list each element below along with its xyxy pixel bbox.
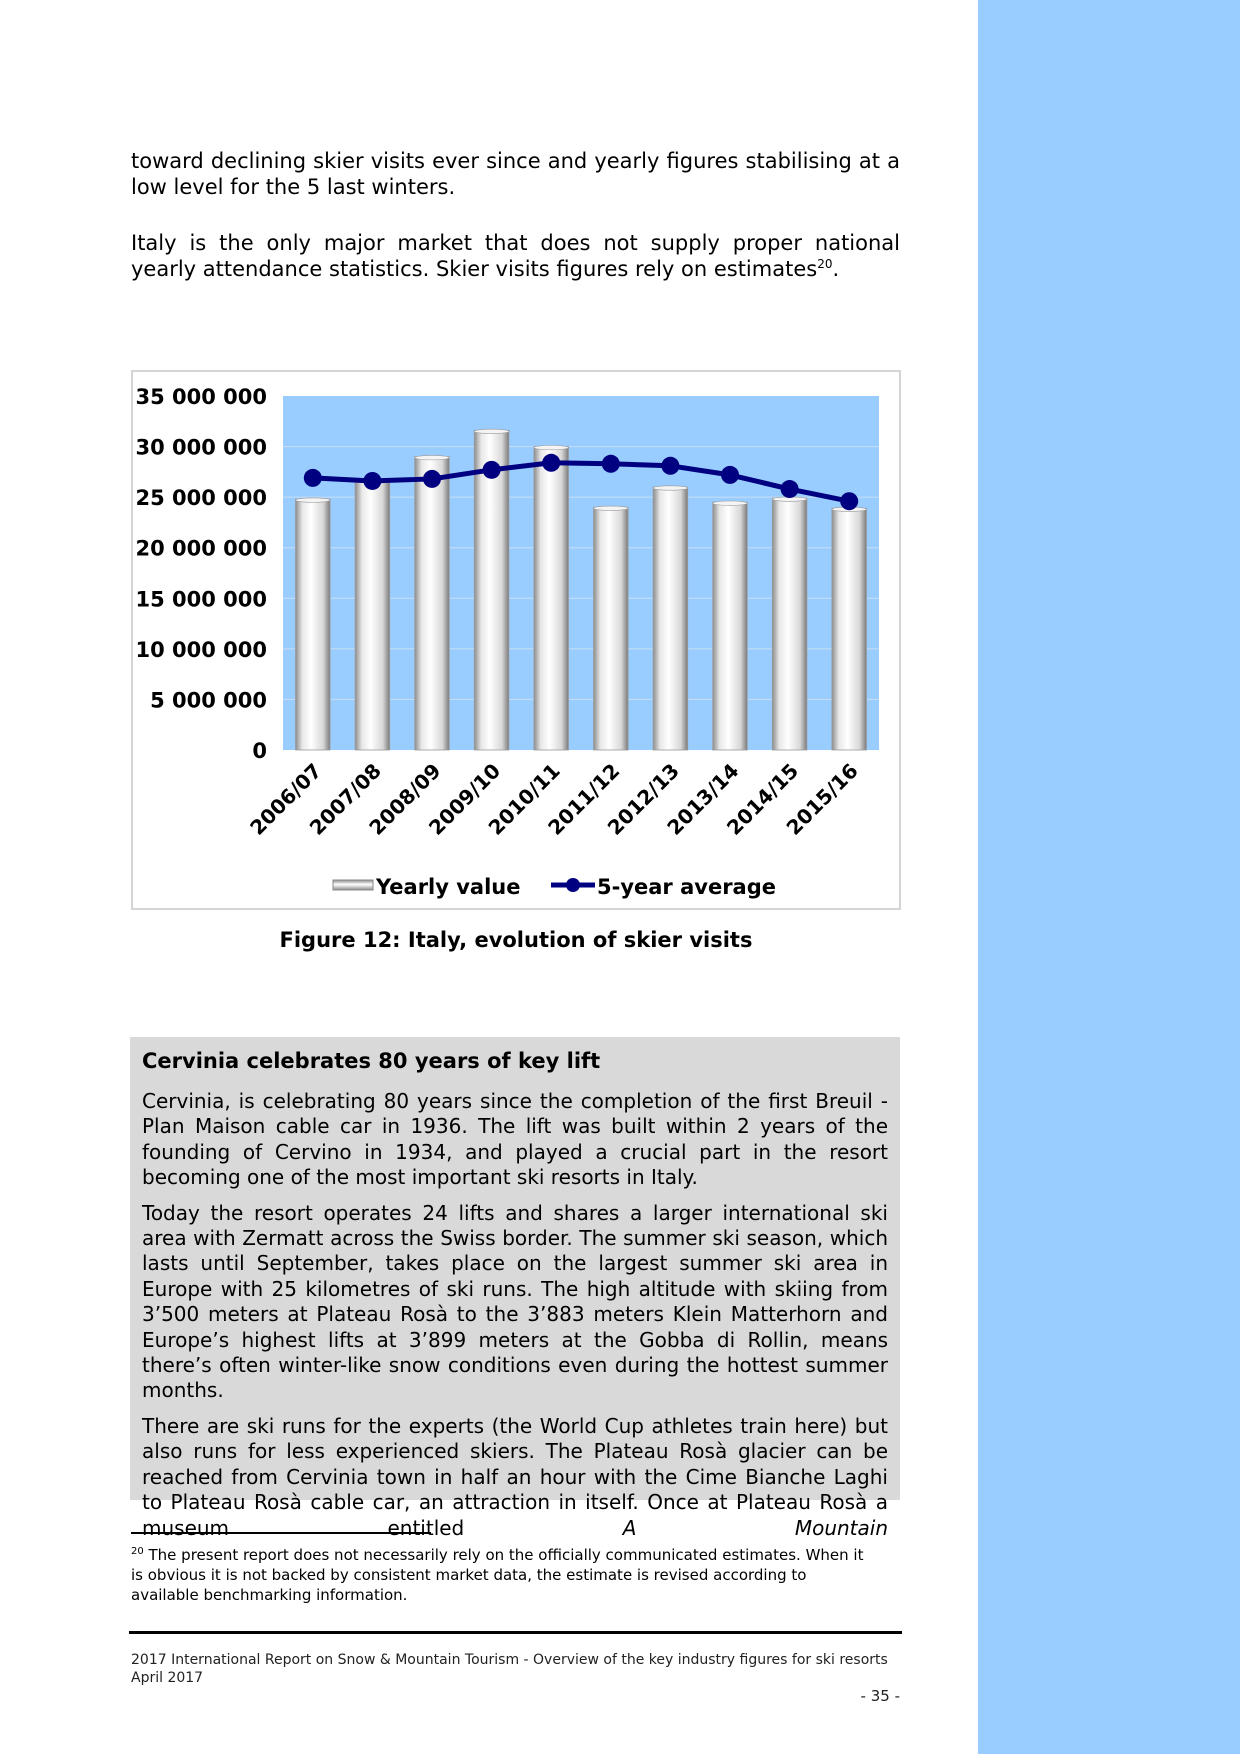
x-tick-label: 2013/14 (662, 758, 744, 840)
x-tick-label: 2008/09 (364, 758, 446, 840)
footnote-text: The present report does not necessarily rely on the officially communicated estimates. When it is obvious it is not backed by consistent market data, the estimate is revised according to available benchmarking information. (131, 1546, 864, 1604)
footnote-number: 20 (131, 1546, 144, 1557)
y-tick-label: 35 000 000 (135, 385, 267, 409)
bar-2006/07 (296, 499, 331, 750)
bar-2010/11 (534, 447, 569, 750)
page-number: - 35 - (860, 1687, 900, 1705)
x-tick-label: 2007/08 (304, 758, 386, 840)
avg-point-2015/16 (840, 492, 858, 510)
bar-cap-2010/11 (534, 445, 569, 449)
x-tick-label: 2014/15 (721, 758, 804, 840)
legend-bar-swatch (333, 880, 373, 890)
x-tick-label: 2010/11 (483, 758, 565, 840)
avg-point-2013/14 (721, 466, 739, 484)
legend-5-year-average: 5-year average (597, 875, 777, 899)
y-tick-label: 30 000 000 (135, 435, 267, 460)
bar-cap-2008/09 (415, 455, 450, 459)
cervinia-box (130, 1037, 900, 1540)
y-tick-label: 15 000 000 (135, 587, 267, 612)
x-tick-label: 2011/12 (543, 758, 625, 840)
legend-line-marker (566, 878, 580, 892)
figure-caption: Figure 12: Italy, evolution of skier visits (279, 928, 753, 952)
bar-2012/13 (653, 487, 688, 750)
x-tick-label: 2009/10 (423, 758, 506, 840)
avg-point-2011/12 (602, 455, 620, 473)
bar-cap-2013/14 (713, 501, 748, 505)
bar-cap-2011/12 (594, 506, 629, 510)
box-title: Cervinia celebrates 80 years of key lift (142, 1049, 601, 1073)
footnote-reference[interactable]: 20 (817, 257, 833, 271)
y-tick-label: 20 000 000 (135, 536, 267, 561)
footnote (131, 1545, 871, 1605)
bar-2015/16 (832, 508, 867, 750)
bar-2008/09 (415, 457, 450, 750)
box-paragraph-3 (142, 1414, 888, 1541)
y-tick-label: 25 000 000 (135, 486, 267, 511)
bar-2007/08 (355, 480, 390, 750)
box-paragraph-1: Cervinia, is celebrating 80 years since the completion of the first Breuil - Plan Maison cable car in 1936. The lift was built within 2 years of the founding of Cervino in 1934, and played a crucial part in the resort becoming one of the most important ski resorts in Italy. (142, 1089, 888, 1190)
bar-2014/15 (772, 498, 807, 750)
footer-rule (129, 1631, 902, 1634)
box-paragraph-2: Today the resort operates 24 lifts and shares a larger international ski area with Zermatt across the Swiss border. The summer ski season, which lasts until September, takes place on the largest summer ski area in Europe with 25 kilometres of ski runs. The high altitude with skiing from 3’500 meters at Plateau Rosà to the 3’883 meters Klein Matterhorn and Europe’s highest lifts at 3’899 meters at the Gobba di Rollin, means there’s often winter-like snow conditions even during the hottest summer months. (142, 1200, 888, 1403)
sidebar-band (978, 0, 1240, 1754)
x-tick-label: 2012/13 (602, 758, 684, 840)
y-tick-label: 10 000 000 (135, 637, 267, 662)
avg-point-2012/13 (661, 457, 679, 475)
avg-point-2006/07 (304, 469, 322, 487)
box-paragraph-3-italic: A Mountain (622, 1515, 888, 1540)
x-tick-label: 2006/07 (245, 758, 327, 840)
bar-cap-2009/10 (474, 429, 509, 433)
avg-point-2007/08 (363, 472, 381, 490)
chart-frame (131, 370, 901, 910)
footer-report-title: 2017 International Report on Snow & Mountain Tourism - Overview of the key industry figures for ski resorts (131, 1652, 888, 1668)
avg-point-2008/09 (423, 470, 441, 488)
bar-cap-2012/13 (653, 486, 688, 490)
intro-paragraph-2-text: Italy is the only major market that does not supply proper national yearly attendance statistics. Skier visits figures rely on estimates (131, 231, 900, 281)
y-tick-label: 0 (252, 739, 267, 763)
footer-date: April 2017 (131, 1670, 204, 1686)
box-paragraph-3-text: There are ski runs for the experts (the World Cup athletes train here) but also runs for less experienced skiers. The Plateau Rosà glacier can be reached from Cervinia town in half an hour with the Cime Bianche Laghi to Plateau Rosà cable car, an attraction in itself. Once at Plateau Rosà a museum entitled (142, 1413, 888, 1540)
avg-point-2014/15 (781, 480, 799, 498)
bar-2013/14 (713, 502, 748, 750)
bar-2011/12 (594, 507, 629, 750)
avg-point-2010/11 (542, 454, 560, 472)
skier-visits-chart (133, 372, 903, 912)
intro-paragraph-2-end: . (832, 257, 840, 281)
intro-paragraph-1: toward declining skier visits ever since and yearly figures stabilising at a low level for the 5 last winters. (131, 149, 900, 199)
y-tick-label: 5 000 000 (150, 688, 267, 713)
footnote-separator (131, 1532, 431, 1534)
x-tick-label: 2015/16 (781, 758, 863, 840)
intro-paragraph-2 (131, 230, 900, 282)
legend-yearly-value: Yearly value (376, 875, 521, 899)
bar-cap-2006/07 (296, 498, 331, 502)
avg-point-2009/10 (483, 461, 501, 479)
